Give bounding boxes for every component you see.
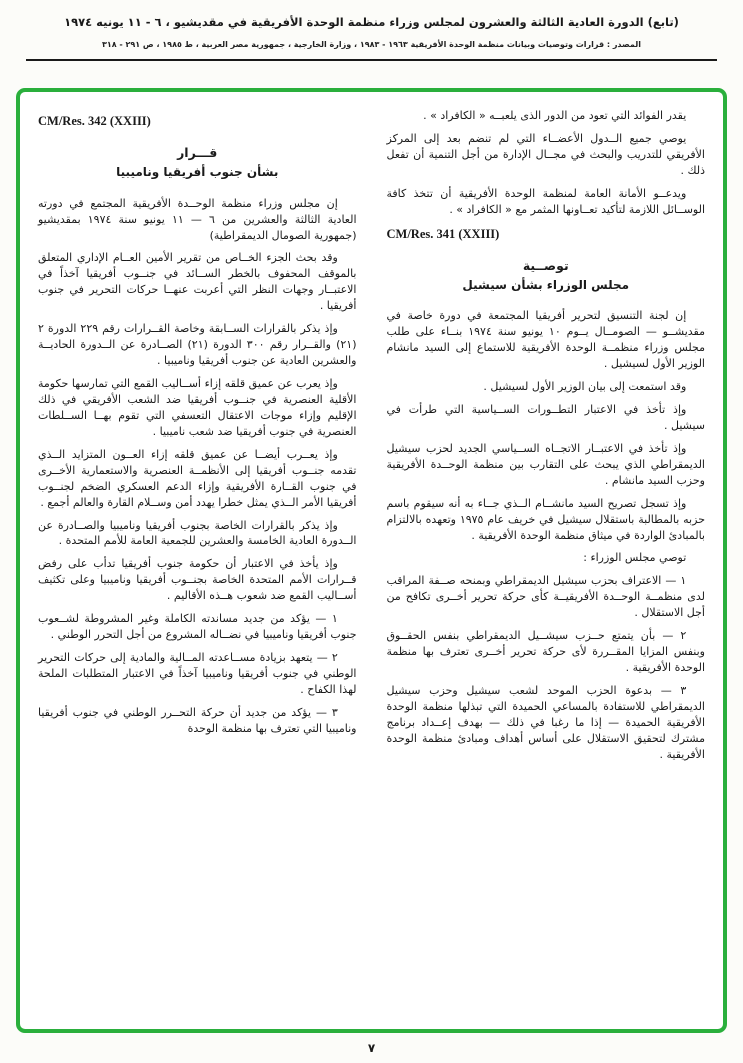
resolution-title: توصــية [522,257,569,273]
paragraph: يوصي جميع الــدول الأعضــاء التي لم تنضم بعد إلى المركز الأفريقي للتدريب والبحث في مجــال الإدارة من أجل التنمية أن تفعل ذلك . [386,131,705,177]
paragraph: وقد بحث الجزء الخــاص من تقرير الأمين العــام الإداري المتعلق بالموقف المحفوف بالخطر الســائد في جنــوب أفريقيا آخذاً في الاعتبــار وجهات النظر التي أعربت عنهــا حركات التحرير في جنوب أفريقيا . [38,251,357,313]
paragraph: وإذ تسجل تصريح السيد مانشــام الــذي جــاء به أنه سيقوم باسم حزبه بالمطالبة باستقلال سيشيل في خريف عام ١٩٧٥ وتعهده بالالتزام بالمبادئ الواردة في ميثاق منظمة الوحدة الأفريقية . [386,496,705,542]
paragraph: إن مجلس وزراء منظمة الوحــدة الأفريقية المجتمع في دورته العادية الثالثة والعشرين من ٦ — ١١ يونيو سنة ١٩٧٤ بمقديشيو (جمهورية الصومال الديمقراطية) [38,196,357,242]
paragraph: وإذ يعرب عن عميق قلقه إزاء أســاليب القمع التي تمارسها حكومة الأقلية العنصرية في جنــوب أفريقيا ضد الشعب الأفريقي في ذلك الإقليم وإزاء موجات الاعتقال التعسفي التي تقوم بهــا الســلطات العنصرية في جنوب أفريقيا ضد شعب ناميبيا . [38,377,357,438]
numbered-item: ١ — يؤكد من جديد مساندته الكاملة وغير المشروطة لشــعوب جنوب أفريقيا وناميبيا في نضــاله المشروع من أجل التحرر الوطني . [38,612,357,642]
paragraph: وإذ يعــرب أيضــا عن عميق قلقه إزاء العــون المتزايد الــذي تقدمه جنــوب أفريقيا إلى الأنظمــة العنصرية والاستعمارية الأخــرى في جنوب القــارة الأفريقية وإزاء الدعم العسكري الضخم لجنــوب أفريقيا الأمر الــذي يمثل خطرا يهدد أمن وســلام القارة والعالم أجمع . [38,447,357,509]
paragraph: وإذ يذكر بالقرارات الســابقة وخاصة القــرارات رقم ٢٢٩ الدورة ٢ (٢١) والقــرار رقم ٣٠٠ الدورة (٢١) الصــادرة عن الــدورة الحاديــة والعشرين العادية عن جنوب أفريقيا وناميبيا . [38,322,357,368]
numbered-item: ٢ — يتعهد بزيادة مســاعدته المــالية والمادية إلى حركات التحرير الوطني في جنوب أفريقيا وناميبيا آخذاً في الاعتبار المتطلبات الملحة لهذا الكفاح . [38,651,357,696]
page-header [0,0,743,61]
paragraph: وإذ يذكر بالقرارات الخاصة بجنوب أفريقيا وناميبيا والصــادرة عن الــدورة العادية الخامسة والعشرين للجمعية العامة للأمم المتحدة . [38,518,357,548]
page-number: ٧ [367,1041,376,1055]
numbered-item: ٢ — بأن يتمتع حــزب سيشــيل الديمقراطي بنفس الحقــوق وبنفس المزايا المقــررة لأى حركة تحرير أخــرى تعترف بها منظمة الوحدة الأفريقية . [386,629,705,675]
resolution-code: CM/Res. 342 (XXIII) [38,114,151,128]
paragraph: ويدعــو الأمانة العامة لمنظمة الوحدة الأفريقية أن تتخذ كافة الوســائل اللازمة لتأكيد تعــاونها المثمر مع « الكافراد » . [386,186,705,216]
content-border-box [16,88,727,1033]
divider-rule [26,59,717,61]
resolution-code: CM/Res. 341 (XXIII) [386,226,500,241]
column-right [387,108,706,1019]
paragraph: يقدر الفوائد التي تعود من الدور الذى يلعبــه « الكافراد » . [423,109,687,122]
page-header-title: (تابع) الدورة العادية الثالثة والعشرون لمجلس وزراء منظمة الوحدة الأفريقية في مقديشيو ، ٦ - ١١ يونيه ١٩٧٤ [64,15,679,29]
paragraph: وإذ تأخذ في الاعتبــار الاتجــاه الســياسي الجديد لحزب سيشيل الديمقراطي الذي يبحث على التقارب بين منظمة الوحــدة الأفريقية وحزب السيد مانشام . [386,441,705,487]
numbered-item: ٣ — يؤكد من جديد أن حركة التحــرر الوطني في جنوب أفريقيا وناميبيا التي تعترف بها منظمة الوحدة [38,705,357,735]
resolution-subtitle: مجلس الوزراء بشأن سيشيل [462,277,630,292]
numbered-item: ١ — الاعتراف بحزب سيشيل الديمقراطي وبمنحه صــفة المراقب لدى منظمــة الوحــدة الأفريقيــة كأى حركة تحرير أخــرى تكافح من أجل الاستقلال . [386,574,705,620]
paragraph: وإذ يأخذ في الاعتبار أن حكومة جنوب أفريقيا تدأب على رفض قــرارات الأمم المتحدة الخاصة بجنــوب أفريقيا وناميبيا وعلى تكثيف أســاليب القمع ضد شعوب هــذه الأقاليم . [38,557,357,603]
source-line: المصدر : قرارات وتوصيات وبيانات منظمة الوحدة الأفريقية ١٩٦٣ - ١٩٨٣ ، وزارة الخارجية ، جمهورية مصر العربية ، ط ١٩٨٥ ، ص ٢٩١ - ٣١٨ [101,40,642,50]
numbered-item: ٣ — بدعوة الحزب الموحد لشعب سيشيل وحزب سيشيل الديمقراطي للاستفادة بالمساعي الحميدة التي تبذلها منظمة الوحدة الأفريقية الحميدة — إذا ما رغبا في ذلك — بهدف إعــداد برنامج مشترك لتحقيق الاستقلال على أساس أهداف ومبادئ منظمة الوحدة الأفريقية . [386,684,705,761]
recommendation-intro: توصي مجلس الوزراء : [583,551,687,565]
paragraph: وإذ تأخذ في الاعتبار التطــورات الســياسية التي طرأت في سيشيل . [386,402,705,432]
paragraph: إن لجنة التنسيق لتحرير أفريقيا المجتمعة في دورة خاصة في مقديشــو — الصومــال يــوم ١٠ يونيو سنة ١٩٧٤ بنــاء على طلب مجلس وزراء منظمــة الوحدة الأفريقية للاستماع إلى السيد مانشام الوزير الأول لسيشيل . [386,309,706,371]
resolution-title: قـــرار [177,145,218,161]
column-left [38,108,357,1019]
resolution-subtitle: بشأن جنوب أفريقيا وناميبيا [116,165,279,180]
paragraph: وقد استمعت إلى بيان الوزير الأول لسيشيل . [483,380,687,394]
